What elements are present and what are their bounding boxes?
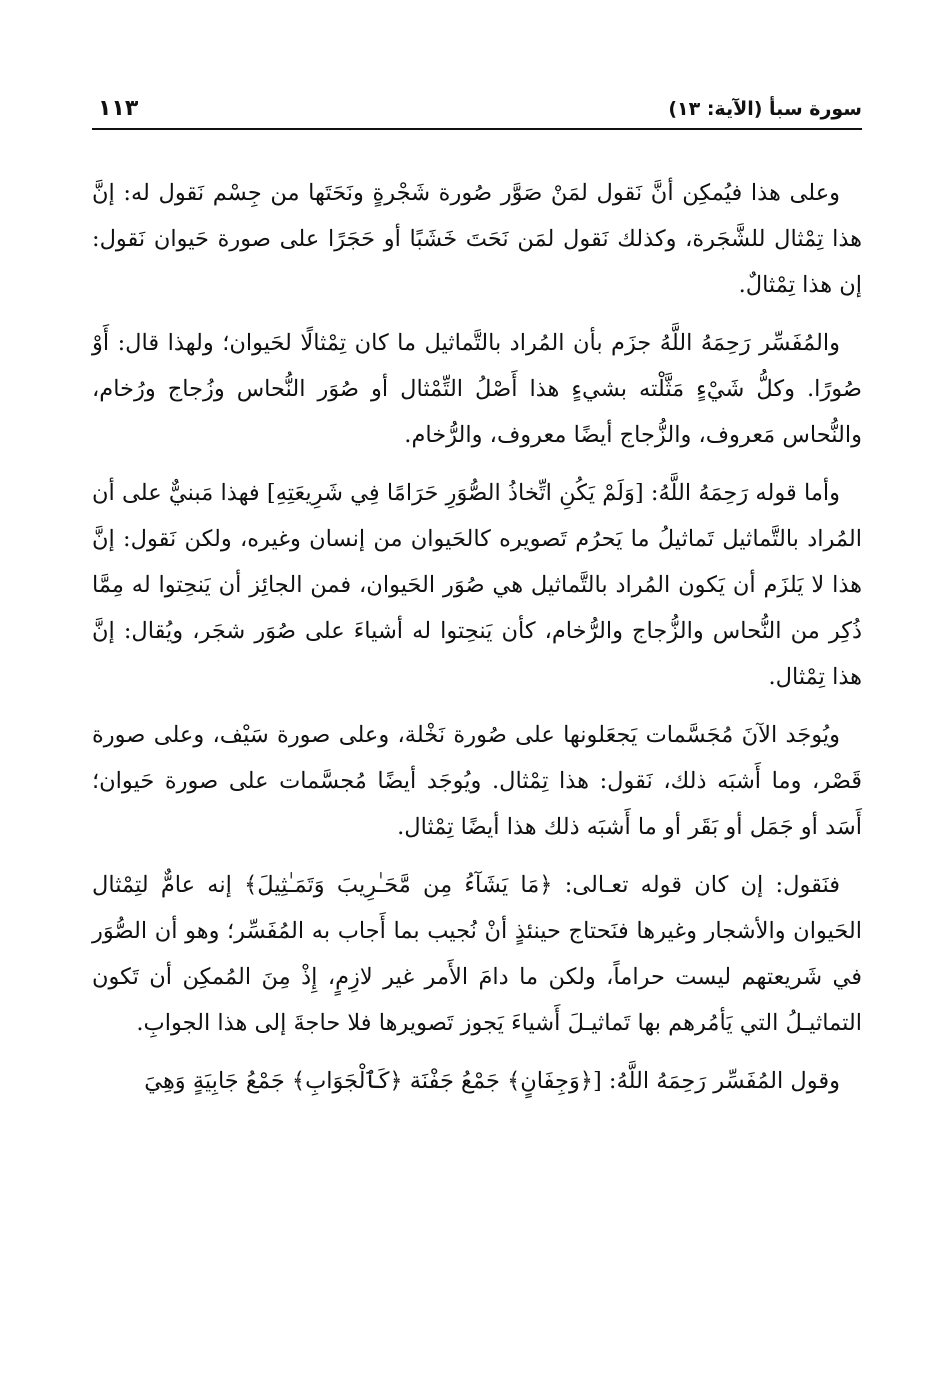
header-divider [92, 128, 862, 130]
body-text [92, 170, 862, 1104]
running-title: سورة سبأ (الآية: ١٣) [668, 98, 862, 120]
paragraph: وعلى هذا فيُمكِن أنَّ نَقول لمَنْ صَوَّر صُورة شَجْرةٍ ونَحَتَها من جِسْم نَقول له: إنَّ هذا تِمْثال للشَّجَرة، وكذلك نَقول لمَن نَحَتَ خَشَبًا أو حَجَرًا على صورة حَيوان نَقول: إن هذا تِمْثالٌ. [92, 180, 862, 298]
paragraph: ويُوجَد الآنَ مُجَسَّمات يَجعَلونها على صُورة نَخْلة، وعلى صورة سَيْف، وعلى صورة قَصْر، وما أَشبَه ذلك، نَقول: هذا تِمْثال. ويُوجَد أيضًا مُجسَّمات على صورة حَيوان؛ أَسَد أو جَمَل أو بَقَر أو ما أَشبَه ذلك هذا أيضًا تِمْثال. [92, 722, 862, 840]
paragraph: فنَقول: إن كان قوله تعـالى: ﴿مَا يَشَآءُ مِن مَّحَـٰرِيبَ وَتَمَـٰثِيلَ﴾ إنه عامٌّ لتِمْثال الحَيوان والأشجار وغيرها فنَحتاج حينئذٍ أنْ نُجيب بما أَجاب به المُفَسِّر؛ وهو أن الصُّوَر في شَريعتهم ليست حراماً، ولكن ما دامَ الأَمر غير لازِمٍ، إِذْ مِنَ المُمكِن أن تَكون التماثيـلُ التي يَأمُرهم بها تَماثيـلَ أَشياءَ يَجوز تَصويرها فلا حاجةَ إلى هذا الجوابِ. [92, 872, 862, 1036]
page-header [92, 96, 862, 130]
paragraph: وقول المُفَسِّر رَحِمَهُ اللَّهُ: [﴿وَجِفَانٍ﴾ جَمْعُ جَفْنَة ﴿كَٱلْجَوَابِ﴾ جَمْعُ جَابِيَةٍ وَهِيَ [144, 1068, 840, 1094]
paragraph: وأما قوله رَحِمَهُ اللَّهُ: [وَلَمْ يَكُنِ اتِّخاذُ الصُّوَرِ حَرَامًا فِي شَرِيعَتِهِ] فهذا مَبنيٌّ على أن المُراد بالتَّماثيل تَماثيلُ ما يَحرُم تَصويره كالحَيوان من إنسان وغيره، ولكن نَقول: إنَّ هذا لا يَلزَم أن يَكون المُراد بالتَّماثيل هي صُوَر الحَيوان، فمن الجائِز أن يَنحِتوا له مِمَّا ذُكِر من النُّحاس والزُّجاج والرُّخام، كأن يَنحِتوا له أشياءَ على صُوَر شجَر، ويُقال: إنَّ هذا تِمْثال. [92, 480, 862, 690]
paragraph: والمُفَسِّر رَحِمَهُ اللَّهُ جزَم بأن المُراد بالتَّماثيل ما كان تِمْثالًا لحَيوان؛ ولهذا قال: أَوْ صُورًا. وكلُّ شَيْءٍ مَثَّلْته بشيءٍ هذا أَصْلُ التِّمْثال أو صُوَر النُّحاس وزُجاج ورُخام، والنُّحاس مَعروف، والزُّجاج أيضًا معروف، والرُّخام. [92, 330, 862, 448]
page-number: ١١٣ [98, 96, 139, 121]
